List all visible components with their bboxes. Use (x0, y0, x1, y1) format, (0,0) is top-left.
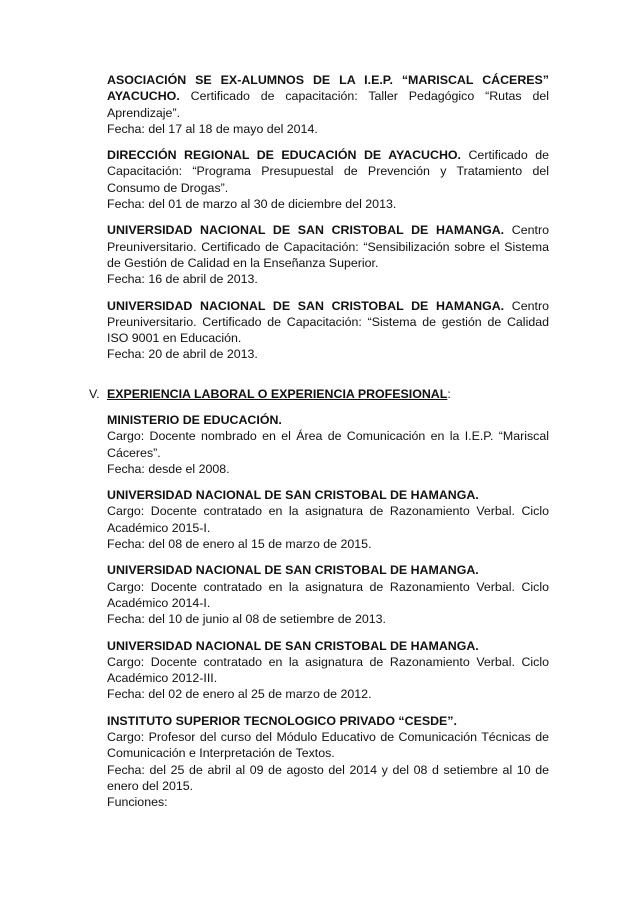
training-date: Fecha: del 17 al 18 de mayo del 2014. (107, 121, 318, 136)
experience-org: UNIVERSIDAD NACIONAL DE SAN CRISTOBAL DE HAMANGA. (107, 563, 479, 578)
training-desc: Centro Preuniversitario. Certificado de Capacitación: “Sensibilización sobre el Sistema de Gestión de Calidad en la Enseñanza Superior. (107, 223, 549, 270)
training-desc: Certificado de Capacitación: “Programa Presupuestal de Prevención y Tratamiento del Consumo de Drogas”. (107, 148, 549, 195)
experience-entry (107, 562, 549, 627)
section-suffix: : (447, 387, 451, 401)
training-org: UNIVERSIDAD NACIONAL DE SAN CRISTOBAL DE HAMANGA. (107, 298, 505, 313)
training-org: DIRECCIÓN REGIONAL DE EDUCACIÓN DE AYACUCHO. (107, 148, 461, 163)
training-org: UNIVERSIDAD NACIONAL DE SAN CRISTOBAL DE HAMANGA. (107, 223, 505, 238)
training-entry (107, 298, 549, 363)
training-entry (107, 222, 549, 287)
experience-entry (107, 638, 549, 703)
training-entry (107, 72, 549, 137)
training-org: ASOCIACIÓN SE EX-ALUMNOS DE LA I.E.P. “MARISCAL CÁCERES” AYACUCHO. (107, 73, 549, 104)
training-date: Fecha: del 01 de marzo al 30 de diciembre del 2013. (107, 197, 397, 212)
experience-org: INSTITUTO SUPERIOR TECNOLOGICO PRIVADO “CESDE”. (107, 713, 457, 728)
experience-cargo: Cargo: Docente contratado en la asignatura de Razonamiento Verbal. Ciclo Académico 2015-I. (107, 504, 549, 535)
experience-entry (107, 412, 549, 477)
experience-date: Fecha: desde el 2008. (107, 461, 230, 476)
experience-entry (107, 487, 549, 552)
section-heading (89, 386, 549, 402)
experience-date: Fecha: del 08 de enero al 15 de marzo de 2015. (107, 537, 372, 552)
training-entry (107, 147, 549, 212)
experience-org: UNIVERSIDAD NACIONAL DE SAN CRISTOBAL DE HAMANGA. (107, 638, 479, 653)
experience-date: Fecha: del 10 de junio al 08 de setiembre de 2013. (107, 612, 386, 627)
training-desc: Centro Preuniversitario. Certificado de Capacitación: “Sistema de gestión de Calidad ISO 9001 en Educación. (107, 298, 549, 346)
experience-entry (107, 713, 549, 811)
experience-date: Fecha: del 02 de enero al 25 de marzo de 2012. (107, 687, 372, 702)
experience-cargo: Cargo: Docente nombrado en el Área de Comunicación en la I.E.P. “Mariscal Cáceres”. (107, 429, 549, 460)
training-desc: Certificado de capacitación: Taller Pedagógico “Rutas del Aprendizaje”. (107, 89, 549, 120)
experience-cargo: Cargo: Docente contratado en la asignatura de Razonamiento Verbal. Ciclo Académico 2012-III. (107, 654, 549, 686)
experience-functions-label: Funciones: (107, 795, 168, 810)
training-date: Fecha: 16 de abril de 2013. (107, 272, 258, 287)
training-list (107, 72, 549, 373)
training-text (107, 147, 549, 196)
section-number: V. (89, 387, 100, 401)
training-text (107, 72, 549, 121)
experience-cargo: Cargo: Docente contratado en la asignatura de Razonamiento Verbal. Ciclo Académico 2014-I. (107, 579, 549, 610)
experience-org: UNIVERSIDAD NACIONAL DE SAN CRISTOBAL DE HAMANGA. (107, 488, 479, 503)
experience-list (107, 412, 549, 821)
experience-cargo: Cargo: Profesor del curso del Módulo Educativo de Comunicación Técnicas de Comunicación e Interpretación de Textos. (107, 730, 549, 761)
section-title: EXPERIENCIA LABORAL O EXPERIENCIA PROFESIONAL (107, 387, 448, 401)
training-date: Fecha: 20 de abril de 2013. (107, 347, 258, 362)
training-text (107, 222, 549, 271)
experience-org: MINISTERIO DE EDUCACIÓN. (107, 413, 282, 427)
training-text (107, 298, 549, 347)
experience-date: Fecha: del 25 de abril al 09 de agosto del 2014 y del 08 d setiembre al 10 de enero del 2015. (107, 762, 549, 793)
